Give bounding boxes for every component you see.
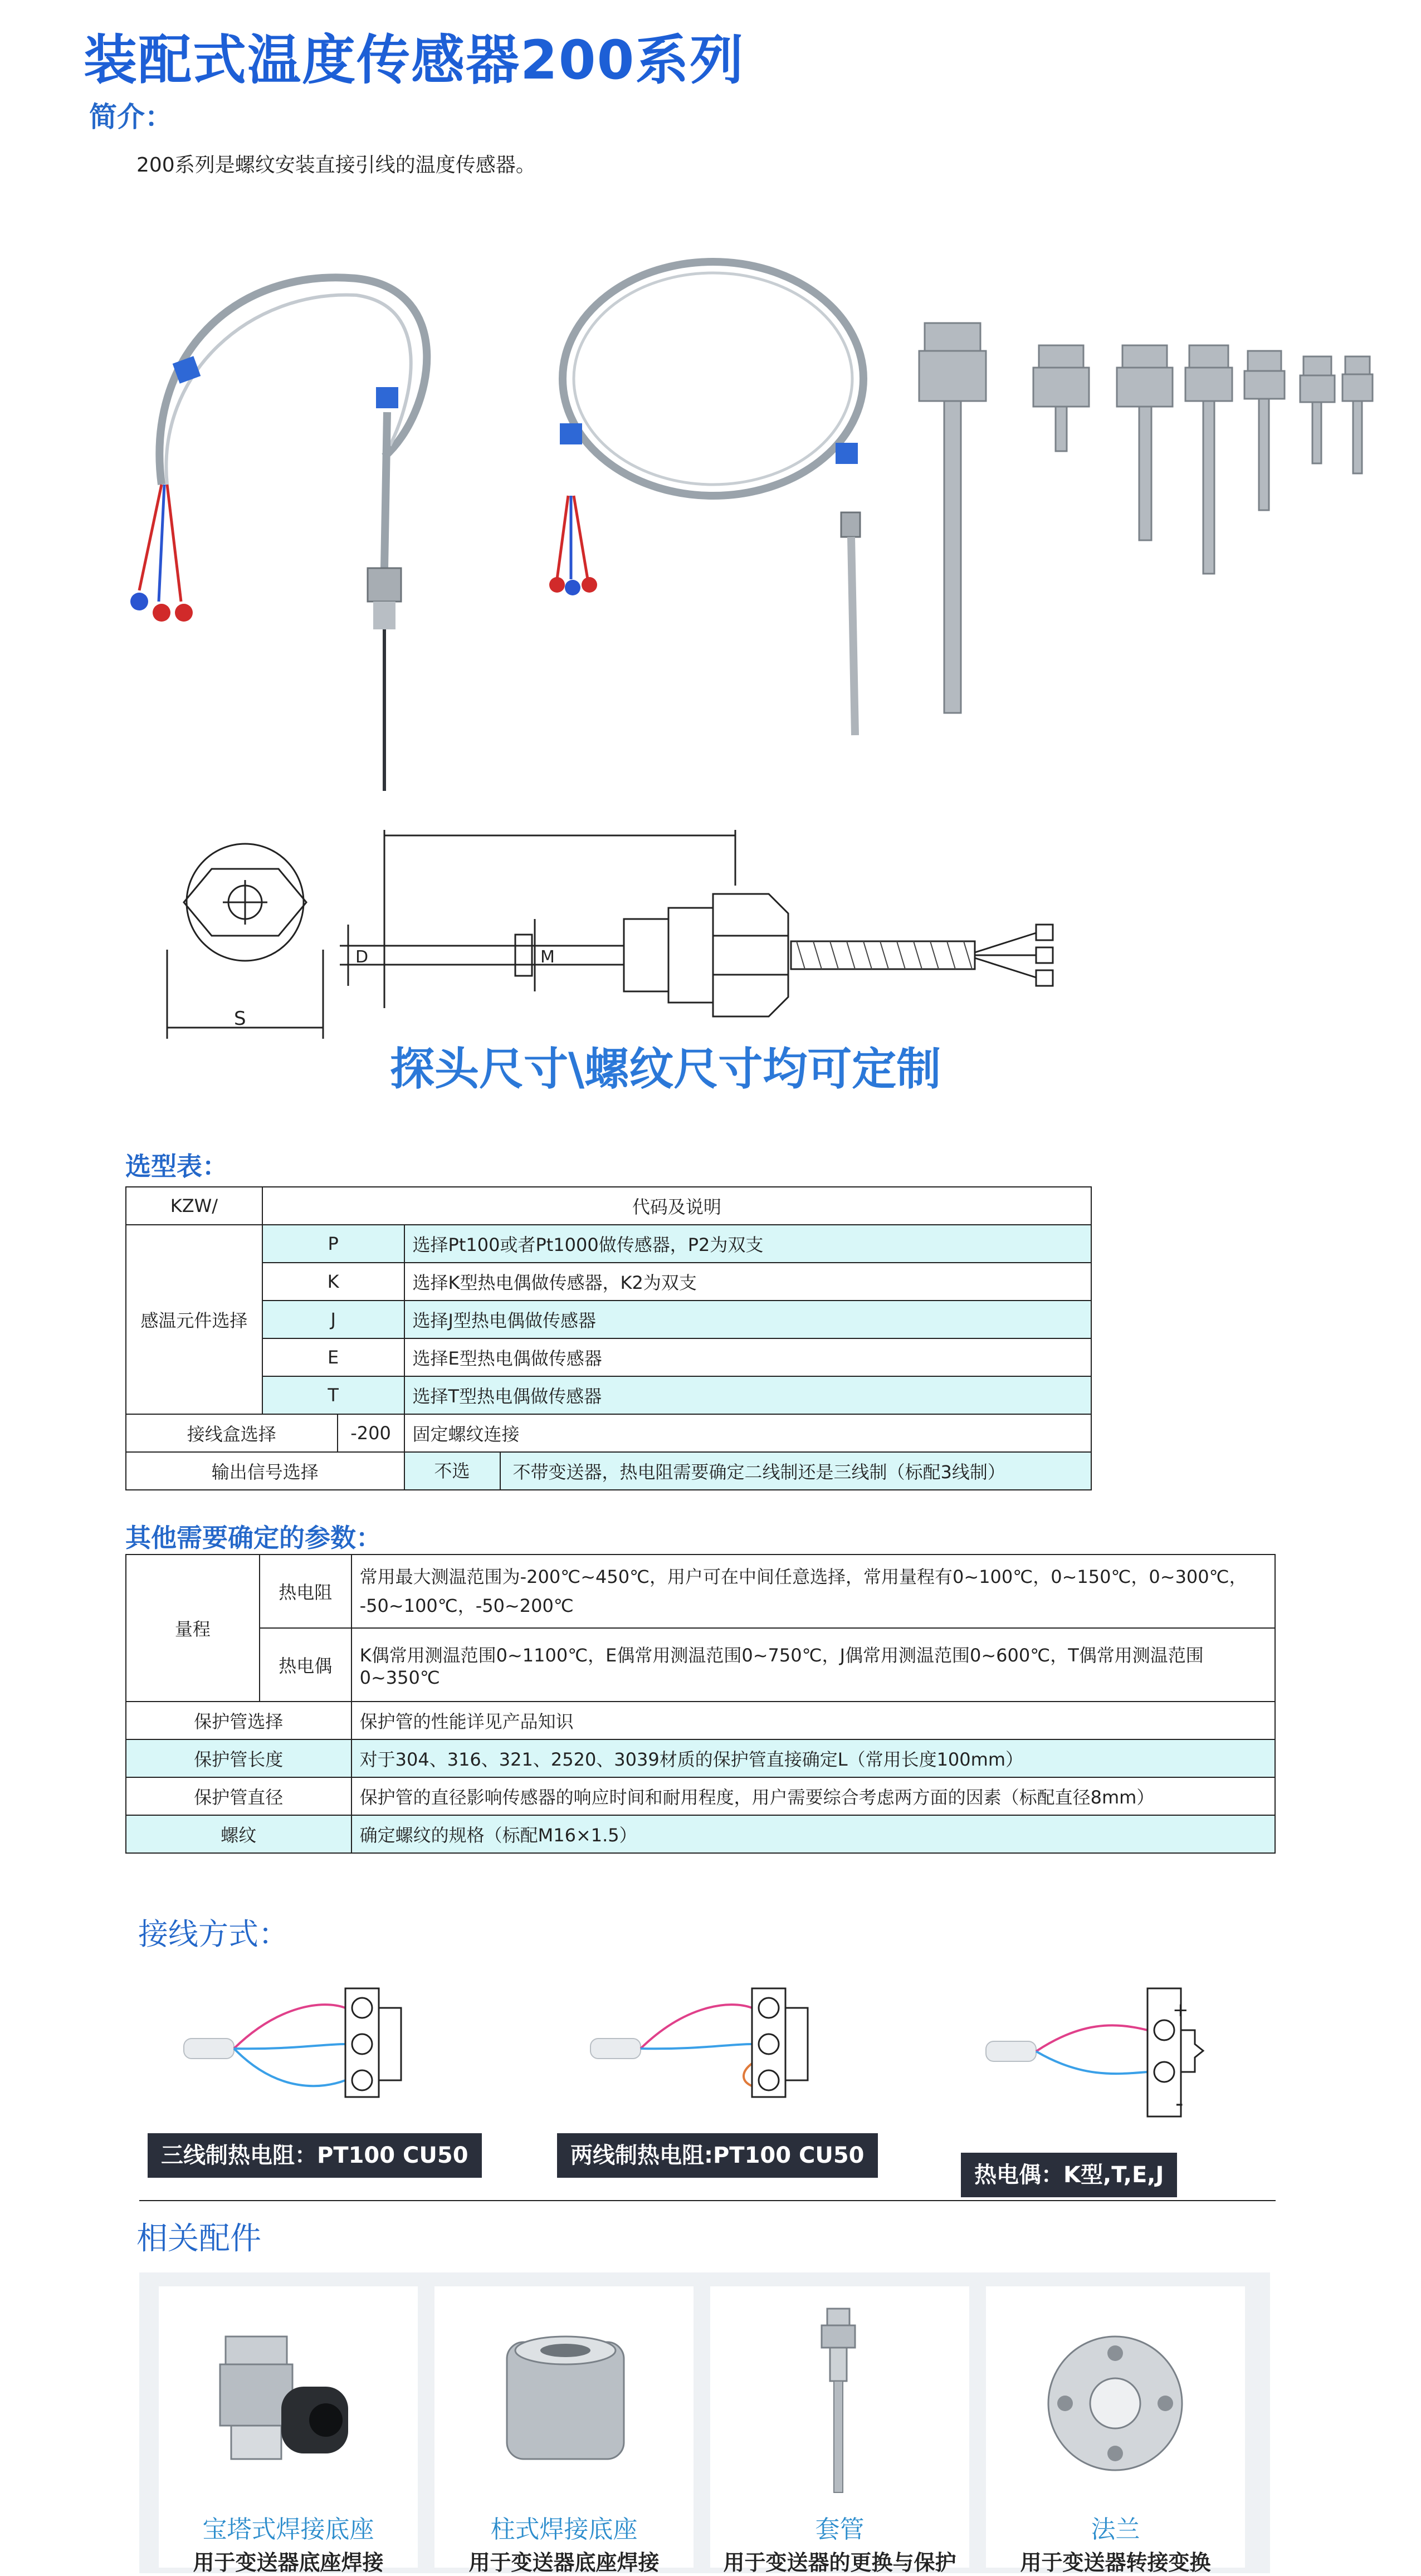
param-row-label: 保护管选择 <box>126 1702 351 1739</box>
element-code: T <box>262 1376 404 1414</box>
element-label: 感温元件选择 <box>126 1225 262 1414</box>
tower-weld-base-image <box>159 2298 418 2520</box>
flange-image <box>986 2298 1245 2520</box>
element-desc: 选择E型热电偶做传感器 <box>404 1338 1091 1376</box>
selection-table <box>125 1186 1092 1490</box>
thermowell-image <box>710 2298 969 2520</box>
dim-label-d: D <box>355 947 369 967</box>
element-code: P <box>262 1225 404 1263</box>
element-desc: 选择Pt100或者Pt1000做传感器，P2为双支 <box>404 1225 1091 1263</box>
element-code: J <box>262 1301 404 1338</box>
product-photo-3 <box>914 312 1381 746</box>
intro-heading: 简介： <box>89 101 173 133</box>
output-desc: 不带变送器，热电阻需要确定二线制还是三线制（标配3线制） <box>512 1461 1005 1483</box>
param-row-label: 螺纹 <box>126 1815 351 1853</box>
intro-text: 200系列是螺纹安装直接引线的温度传感器。 <box>136 154 536 177</box>
rtd-label: 热电阻 <box>260 1555 351 1628</box>
model-code: KZW/ <box>126 1187 262 1225</box>
element-code: E <box>262 1338 404 1376</box>
dim-label-m: M <box>540 947 555 967</box>
tc-desc: K偶常用测温范围0~1100℃，E偶常用测温范围0~750℃，J偶常用测温范围0~600℃，T偶常用测温范围0~350℃ <box>351 1628 1275 1702</box>
param-row-desc: 对于304、316、321、2520、3039材质的保护管直接确定L（常用长度100mm） <box>351 1739 1275 1777</box>
param-row-desc: 确定螺纹的规格（标配M16×1.5） <box>351 1815 1275 1853</box>
accessory-name: 柱式焊接底座 <box>490 2515 638 2544</box>
range-label: 量程 <box>126 1555 260 1702</box>
accessory-desc: 用于变送器底座焊接 <box>193 2550 384 2575</box>
section-divider <box>139 2200 1276 2201</box>
params-heading: 其他需要确定的参数： <box>125 1523 382 1553</box>
element-desc: 选择K型热电偶做传感器，K2为双支 <box>404 1263 1091 1301</box>
accessory-name: 宝塔式焊接底座 <box>202 2515 374 2544</box>
junction-code: -200 <box>338 1414 404 1452</box>
accessory-name: 套管 <box>815 2515 865 2544</box>
wiring-diagram-2wire <box>585 1983 830 2128</box>
output-code: 不选 <box>405 1453 501 1489</box>
junction-label: 接线盒选择 <box>126 1414 338 1452</box>
wiring-caption-2wire: 两线制热电阻:PT100 CU50 <box>557 2133 878 2178</box>
rtd-desc-line2: -50~100℃，-50~200℃ <box>359 1595 574 1616</box>
wiring-caption-3wire: 三线制热电阻：PT100 CU50 <box>148 2133 482 2178</box>
product-photo-1 <box>123 245 468 802</box>
rtd-desc-line1: 常用最大测温范围为-200℃~450℃，用户可在中间任意选择，常用量程有0~100℃，0~150℃，0~300℃， <box>359 1566 1247 1587</box>
custom-size-caption: 探头尺寸\螺纹尺寸均可定制 <box>390 1043 941 1095</box>
code-header: 代码及说明 <box>262 1187 1091 1225</box>
output-label: 输出信号选择 <box>126 1452 404 1490</box>
dimension-drawing <box>150 824 1237 1058</box>
param-row-desc: 保护管的直径影响传感器的响应时间和耐用程度，用户需要综合考虑两方面的因素（标配直径8mm） <box>351 1777 1275 1815</box>
wiring-heading: 接线方式： <box>138 1917 289 1952</box>
column-weld-base-image <box>434 2298 694 2520</box>
selection-heading: 选型表： <box>125 1151 228 1181</box>
element-code: K <box>262 1263 404 1301</box>
wiring-caption-thermocouple: 热电偶：K型,T,E,J <box>961 2153 1177 2197</box>
tc-label: 热电偶 <box>260 1628 351 1702</box>
accessory-desc: 用于变送器的更换与保护 <box>723 2550 956 2575</box>
accessory-desc: 用于变送器底座焊接 <box>468 2550 660 2575</box>
param-row-label: 保护管长度 <box>126 1739 351 1777</box>
junction-desc: 固定螺纹连接 <box>404 1414 1091 1452</box>
accessory-desc: 用于变送器转接变换 <box>1020 2550 1211 2575</box>
minus-sign: - <box>1175 2091 1184 2116</box>
wiring-diagram-3wire <box>178 1983 423 2128</box>
element-desc: 选择T型热电偶做传感器 <box>404 1376 1091 1414</box>
plus-sign: + <box>1173 1999 1189 2021</box>
param-row-desc: 保护管的性能详见产品知识 <box>351 1702 1275 1739</box>
accessory-name: 法兰 <box>1091 2515 1140 2544</box>
dim-label-s: S <box>234 1008 246 1030</box>
element-desc: 选择J型热电偶做传感器 <box>404 1301 1091 1338</box>
accessories-heading: 相关配件 <box>136 2221 261 2257</box>
page-title: 装配式温度传感器200系列 <box>84 29 745 91</box>
param-row-label: 保护管直径 <box>126 1777 351 1815</box>
wiring-diagram-thermocouple <box>980 1983 1214 2128</box>
params-table <box>125 1554 1276 1854</box>
product-photo-2 <box>546 245 891 757</box>
